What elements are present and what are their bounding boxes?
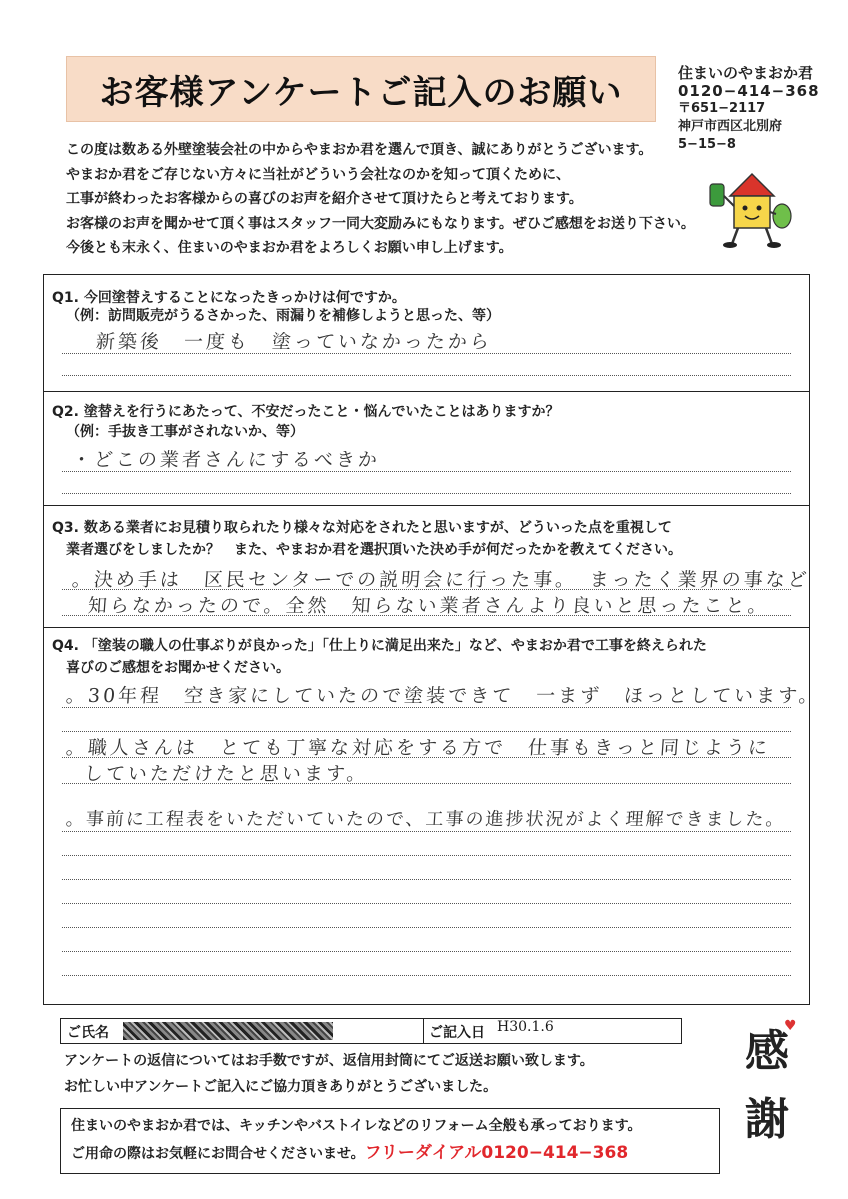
- answer-2-line-1: ・どこの業者さんにするべきか: [71, 449, 381, 471]
- answer-rule: [62, 615, 791, 616]
- company-address-line-2: 5−15−8: [678, 137, 736, 152]
- answer-rule: [62, 707, 791, 708]
- answer-rule: [62, 757, 791, 758]
- footer-line-2-text: ご用命の際はお気軽にお問合せくださいませ。: [71, 1146, 365, 1162]
- name-label: ご氏名: [67, 1025, 109, 1041]
- answer-3-line-2: 知らなかったので。全然 知らない業者さんより良いと思ったこと。: [87, 595, 771, 617]
- question-2-text: Q2. 塗替えを行うにあたって、不安だったこと・悩んでいたことはありますか？: [52, 404, 560, 420]
- answer-4-line-1: 。30年程 空き家にしていたので塗装できて 一まず ほっとしています。: [65, 685, 822, 707]
- question-3-text-2: 業者選びをしましたか？ また、やまおか君を選択頂いた決め手が何だったかを教えてください。: [66, 542, 682, 558]
- answer-rule: [62, 375, 791, 376]
- thanks-char-1: 感: [745, 1026, 789, 1077]
- intro-line: やまおか君をご存じない方々に当社がどういう会社なのかを知って頂くために、: [66, 166, 570, 183]
- field-divider: [423, 1019, 424, 1043]
- answer-rule: [62, 927, 791, 928]
- free-dial-number: フリーダイアル0120−414−368: [364, 1143, 629, 1163]
- answer-4-line-2: 。職人さんは とても丁寧な対応をする方で 仕事もきっと同じように: [65, 737, 771, 759]
- answer-rule: [62, 855, 791, 856]
- footer-line-2: [71, 1140, 709, 1168]
- question-2-example: （例：手抜き工事がされないか、等）: [66, 424, 304, 440]
- answer-rule: [62, 783, 791, 784]
- answer-rule: [62, 831, 791, 832]
- thanks-char-2: 謝: [745, 1094, 789, 1145]
- note-line: お忙しい中アンケートご記入にご協力頂きありがとうございました。: [64, 1079, 498, 1095]
- section-divider: [44, 627, 809, 628]
- answer-4-line-4: 。事前に工程表をいただいていたので、工事の進捗状況がよく理解できました。: [65, 809, 787, 830]
- intro-line: 今後とも末永く、住まいのやまおか君をよろしくお願い申し上げます。: [66, 240, 513, 256]
- section-divider: [44, 505, 809, 506]
- answer-rule: [62, 589, 791, 590]
- company-postal: 〒651−2117: [678, 101, 766, 116]
- footer-box: [60, 1108, 720, 1174]
- company-address: [678, 64, 820, 154]
- redacted-name: [123, 1022, 333, 1040]
- company-address-line-1: 神戸市西区北別府: [678, 119, 783, 134]
- intro-line: 工事が終わったお客様からの喜びのお声を紹介させて頂けたらと考えております。: [66, 191, 583, 207]
- intro-text: [66, 138, 695, 261]
- thanks-calligraphy: [732, 1018, 802, 1154]
- section-divider: [44, 391, 809, 392]
- date-value: H30.1.6: [497, 1019, 554, 1035]
- date-label: ご記入日: [429, 1025, 485, 1041]
- answer-rule: [62, 493, 791, 494]
- footer-line-1: 住まいのやまおか君では、キッチンやバストイレなどのリフォーム全般も承っております。: [71, 1118, 642, 1134]
- answer-rule: [62, 879, 791, 880]
- question-1-text: Q1. 今回塗替えすることになったきっかけは何ですか。: [52, 290, 406, 306]
- question-1-example: （例：訪問販売がうるさかった、雨漏りを補修しようと思った、等）: [66, 308, 500, 324]
- question-4-text: Q4. 「塗装の職人の仕事ぶりが良かった」「仕上りに満足出来た」など、やまおか君で工事を終えられた: [52, 638, 707, 654]
- question-3-text: Q3. 数ある業者にお見積り取られたり様々な対応をされたと思いますが、どういった点を重視して: [52, 520, 672, 536]
- page-title: お客様アンケートご記入のお願い: [99, 72, 623, 113]
- answer-3-line-1: 。決め手は 区民センターでの説明会に行った事。 まったく業界の事など: [71, 569, 811, 591]
- return-notes: [64, 1048, 594, 1100]
- question-4-text-2: 喜びのご感想をお聞かせください。: [66, 660, 290, 676]
- intro-line: この度は数ある外壁塗装会社の中からやまおか君を選んで頂き、誠にありがとうございます。: [66, 142, 653, 158]
- company-name: 住まいのやまおか君: [678, 64, 814, 82]
- name-date-row: [60, 1018, 682, 1044]
- mascot-house-icon: [702, 166, 798, 250]
- company-tel: 0120−414−368: [678, 82, 820, 100]
- note-line: アンケートの返信についてはお手数ですが、返信用封筒にてご返送お願い致します。: [64, 1053, 594, 1069]
- answer-rule: [62, 903, 791, 904]
- intro-line: お客様のお声を聞かせて頂く事はスタッフ一同大変励みにもなります。ぜひご感想をお送り下さい。: [66, 215, 695, 232]
- answer-4-line-3: していただけたと思います。: [83, 763, 370, 785]
- answer-rule: [62, 951, 791, 952]
- answer-rule: [62, 975, 791, 976]
- answer-rule: [62, 731, 791, 732]
- answer-1-line-1: 新築後 一度も 塗っていなかったから: [95, 331, 493, 353]
- title-banner: [66, 56, 656, 122]
- heart-icon: ♥: [784, 1018, 797, 1034]
- answer-rule: [62, 353, 791, 354]
- questionnaire: [43, 274, 822, 1005]
- answer-rule: [62, 471, 791, 472]
